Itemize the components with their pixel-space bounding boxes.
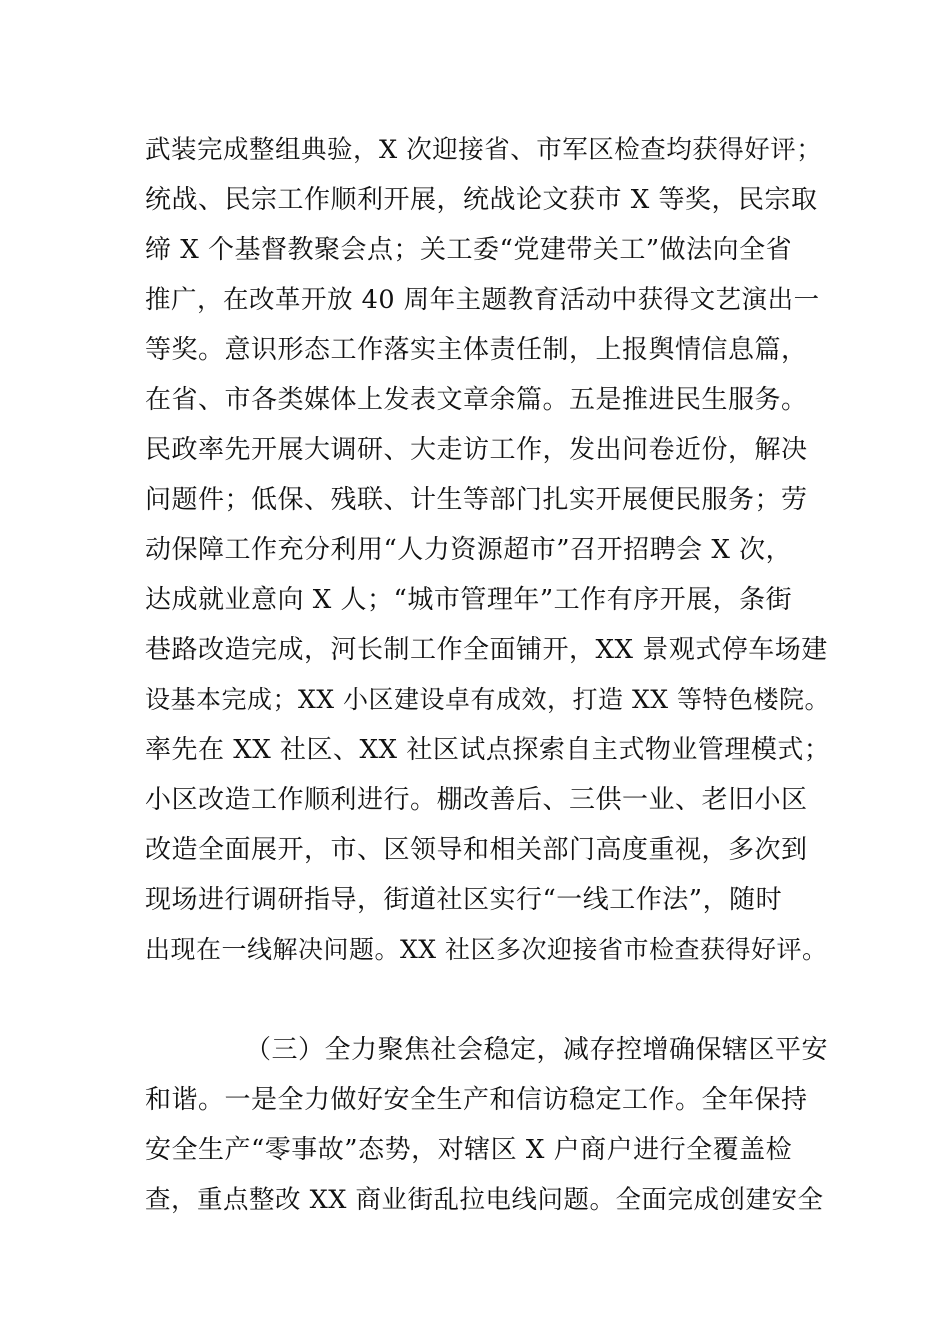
text-line: 统战、民宗工作顺利开展，统战论文获市 X 等奖，民宗取 — [145, 185, 818, 215]
text-line: 率先在 XX 社区、XX 社区试点探索自主式物业管理模式； — [145, 735, 831, 765]
text-line: 巷路改造完成，河长制工作全面铺开，XX 景观式停车场建 — [145, 635, 828, 665]
section-heading-line: （三）全力聚焦社会稳定，减存控增确保辖区平安 — [245, 1035, 829, 1065]
text-line: 等奖。意识形态工作落实主体责任制，上报舆情信息篇， — [145, 335, 808, 365]
text-line: 出现在一线解决问题。XX 社区多次迎接省市检查获得好评。 — [145, 935, 828, 964]
text-line: 查，重点整改 XX 商业街乱拉电线问题。全面完成创建安全 — [145, 1185, 824, 1215]
text-line: 武装完成整组典验，X 次迎接省、市军区检查均获得好评； — [145, 135, 823, 165]
text-line: 现场进行调研指导，街道社区实行“一线工作法”，随时 — [145, 885, 783, 915]
text-line: 推广，在改革开放 40 周年主题教育活动中获得文艺演出一 — [145, 285, 820, 315]
text-line: 民政率先开展大调研、大走访工作，发出问卷近份，解决 — [145, 435, 808, 465]
text-line: 在省、市各类媒体上发表文章余篇。五是推进民生服务。 — [145, 385, 808, 415]
text-line: 达成就业意向 X 人；“城市管理年”工作有序开展，条街 — [145, 585, 793, 615]
text-line: 动保障工作充分利用“人力资源超市”召开招聘会 X 次， — [145, 535, 793, 565]
text-line: 和谐。一是全力做好安全生产和信访稳定工作。全年保持 — [145, 1085, 808, 1115]
text-line: 设基本完成；XX 小区建设卓有成效，打造 XX 等特色楼院。 — [145, 685, 831, 714]
text-line: 安全生产“零事故”态势，对辖区 X 户商户进行全覆盖检 — [145, 1135, 793, 1165]
text-line: 问题件；低保、残联、计生等部门扎实开展便民服务；劳 — [145, 485, 808, 515]
text-line: 小区改造工作顺利进行。棚改善后、三供一业、老旧小区 — [145, 785, 808, 815]
text-line: 改造全面展开，市、区领导和相关部门高度重视，多次到 — [145, 835, 808, 865]
text-line: 缔 X 个基督教聚会点；关工委“党建带关工”做法向全省 — [145, 235, 793, 265]
